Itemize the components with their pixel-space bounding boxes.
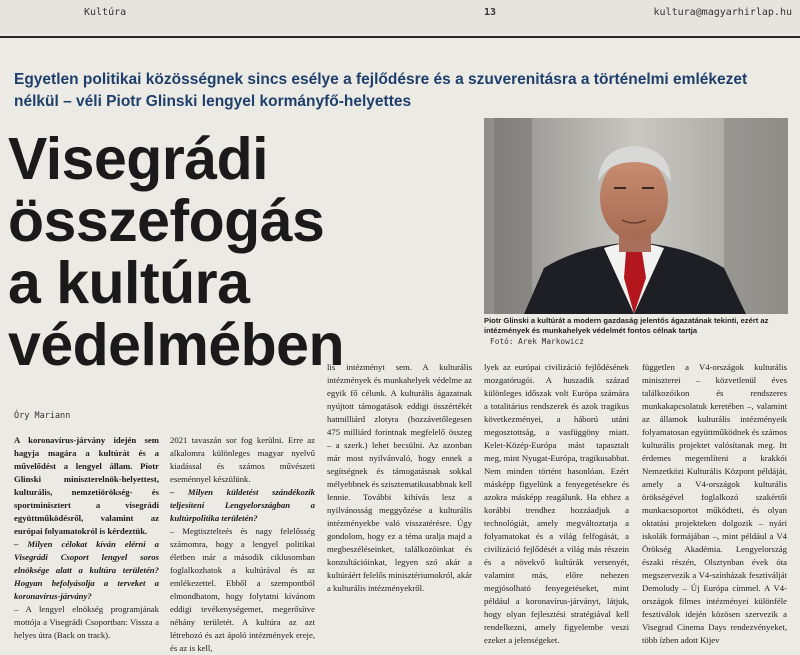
page-header (0, 0, 800, 34)
interview-question: – Milyen célokat kíván elérni a Visegrádi Csoport lengyel soros elnöksége alatt a kultúra területén? Hogyan befolyásolja a terveket a koronavírus-járvány? (14, 539, 159, 601)
article-column-3 (327, 361, 472, 626)
body-paragraph: lis intézményt sem. A kulturális intézmények és munkahelyek védelme az egyik fő célunk. A kulturális ágazatnak nyújtott támogatások eddigi összértékét hatmilliárd zlotyra (hozzávetőlegesen 475 milliárd forintnak megfelelő összeg – a szerk.) lehet becsülni. Az azonban már most nyilvánvaló, hogy ennek a segítségnek és támogatásnak sokkal mélyebbnek és szisztematikusabbnak kell lennie. További kihívás lesz a nyilvánosság meggyőzése a kulturális intézményekbe való visszatérésre. Úgy gondolom, hogy ez a téma uralja majd a megbeszéléseinket, találkozóinkat és konzultációinkat, legyen szó akár a kultúráért felelős minisztériumokról, akár a kulturális intézményekről. (327, 362, 472, 593)
photo-credit: Fotó: Arek Markowicz (490, 337, 584, 346)
lead-paragraph: A koronavírus-járvány idején sem hagyja magára a kultúrát és a művelődést a lengyel állam. Piotr Glinski miniszterelnök-helyettest, kulturális, nemzetiörökség- és sportminisztert a visegrádi együttműködésről, valamint az európai folyamatokról is kérdeztük. (14, 435, 159, 536)
headline-line: a kultúra (8, 250, 250, 316)
portrait-photo (484, 118, 788, 314)
headline-line: védelmében (8, 312, 345, 378)
page-number: 13 (484, 7, 497, 18)
interview-answer: – A lengyel elnökség programjának mottója a Visegrádi Csoportban: Vissza a helyes útra (Back on track). (14, 604, 159, 640)
section-label: Kultúra (84, 7, 127, 18)
header-rule (0, 36, 800, 38)
body-paragraph: lyek az európai civilizáció fejlődésének mozgatórugói. A huszadik század különleges időszak volt Európa számára a totalitárius rendszerek és azok tragikus következményei, a háború utáni megosztottság, a vasfüggöny miatt. Kelet-Közép-Európa mást tapasztalt meg, mint Nyugat-Európa, tragikusabbat. Nem minden történt hasonlóan. Ezért másképp figyelünk a fenyegetésekre és azokra másképp reagálunk. Ha ehhez a korábbi trendhez hozzáadjuk a technológiát, amely megváltoztatja a folyamatokat és a világ felfogását, a civilizáció fejlődését a világ más részein és a növekvő kultúrák versenyét, valamint más, előre nehezen megjósolható fenyegetéseket, mint például a koronavírus-járványt, látjuk, hogy olyan fejlesztési stratégiával kell rendelkezni, amely figyelembe veszi ezeket a jelenségeket. (484, 362, 629, 645)
article-column-2 (170, 434, 315, 653)
headline-line: Visegrádi (8, 126, 269, 192)
headline-line: összefogás (8, 188, 325, 254)
article-column-5 (642, 361, 787, 645)
article-column-1 (14, 434, 159, 640)
article-column-4 (484, 361, 629, 645)
interview-answer: 2021 tavaszán sor fog kerülni. Erre az alkalomra különleges magyar nyelvű kiadással és számos művészeti eseménnyel készülünk. (170, 435, 315, 484)
interview-question: – Milyen küldetést szándékozik teljesíteni Lengyelországban a kultúrpolitika területén? (170, 487, 315, 523)
portrait-illustration (484, 118, 788, 314)
body-paragraph: független a V4-országok kulturális miniszterei – közvetlenül éves találkozóikon és rendszeres munkakapcsolatuk keretében –, valamint az államok kulturális intézményeik folyamatosan együttműködnek és számos kulturális projektet valósítanak meg. Itt érdemes megemlíteni a krakkói Nemzetközi Kulturális Központ példáját, amely a V4-országok kulturális örökségével foglalkozó szakértői munkacsoportot működteti, és olyan oktatási projekteken dolgozik – nyári iskolák formájában –, mint például a V4 Örökség Akadémia. Lengyelország északi részén, Olsztynban évek óta megszervezik a V4-színházak fesztiválját Demoludy – Új Európa címmel. A V4-országok filmes intézményei különféle fesztiválok idején közösen szervezik a Visegrad Cinema Days rendezvényeket, több ízben adott Kijev (642, 362, 787, 645)
section-email: kultura@magyarhirlap.hu (653, 7, 792, 18)
article-headline (8, 128, 478, 376)
article-byline: Óry Mariann (14, 411, 71, 421)
article-subtitle: Egyetlen politikai közösségnek sincs esélye a fejlődésre és a szuverenitásra a történelmi emlékezet nélkül – véli Piotr Glinski lengyel kormányfő-helyettes (14, 71, 748, 110)
interview-answer: – Megtisztelteés és nagy felelősség számomra, hogy a lengyel politikai életben már a második ciklusomban foglalkozhatok a kultúrával és az emlékezettel. Ebből a szempontból elmondhatom, hogy folytatni kívánom eddigi tevékenységemet, megerősítve néhány területét. A kultúra az azt létrehozó és azt ápoló intézmények ereje, és az is kell, (170, 526, 315, 653)
photo-caption: Piotr Glinski a kultúrát a modern gazdaság jelentős ágazatának tekinti, ezért az intézmények és munkahelyek védelmét fontos célnak tartja (484, 316, 769, 335)
